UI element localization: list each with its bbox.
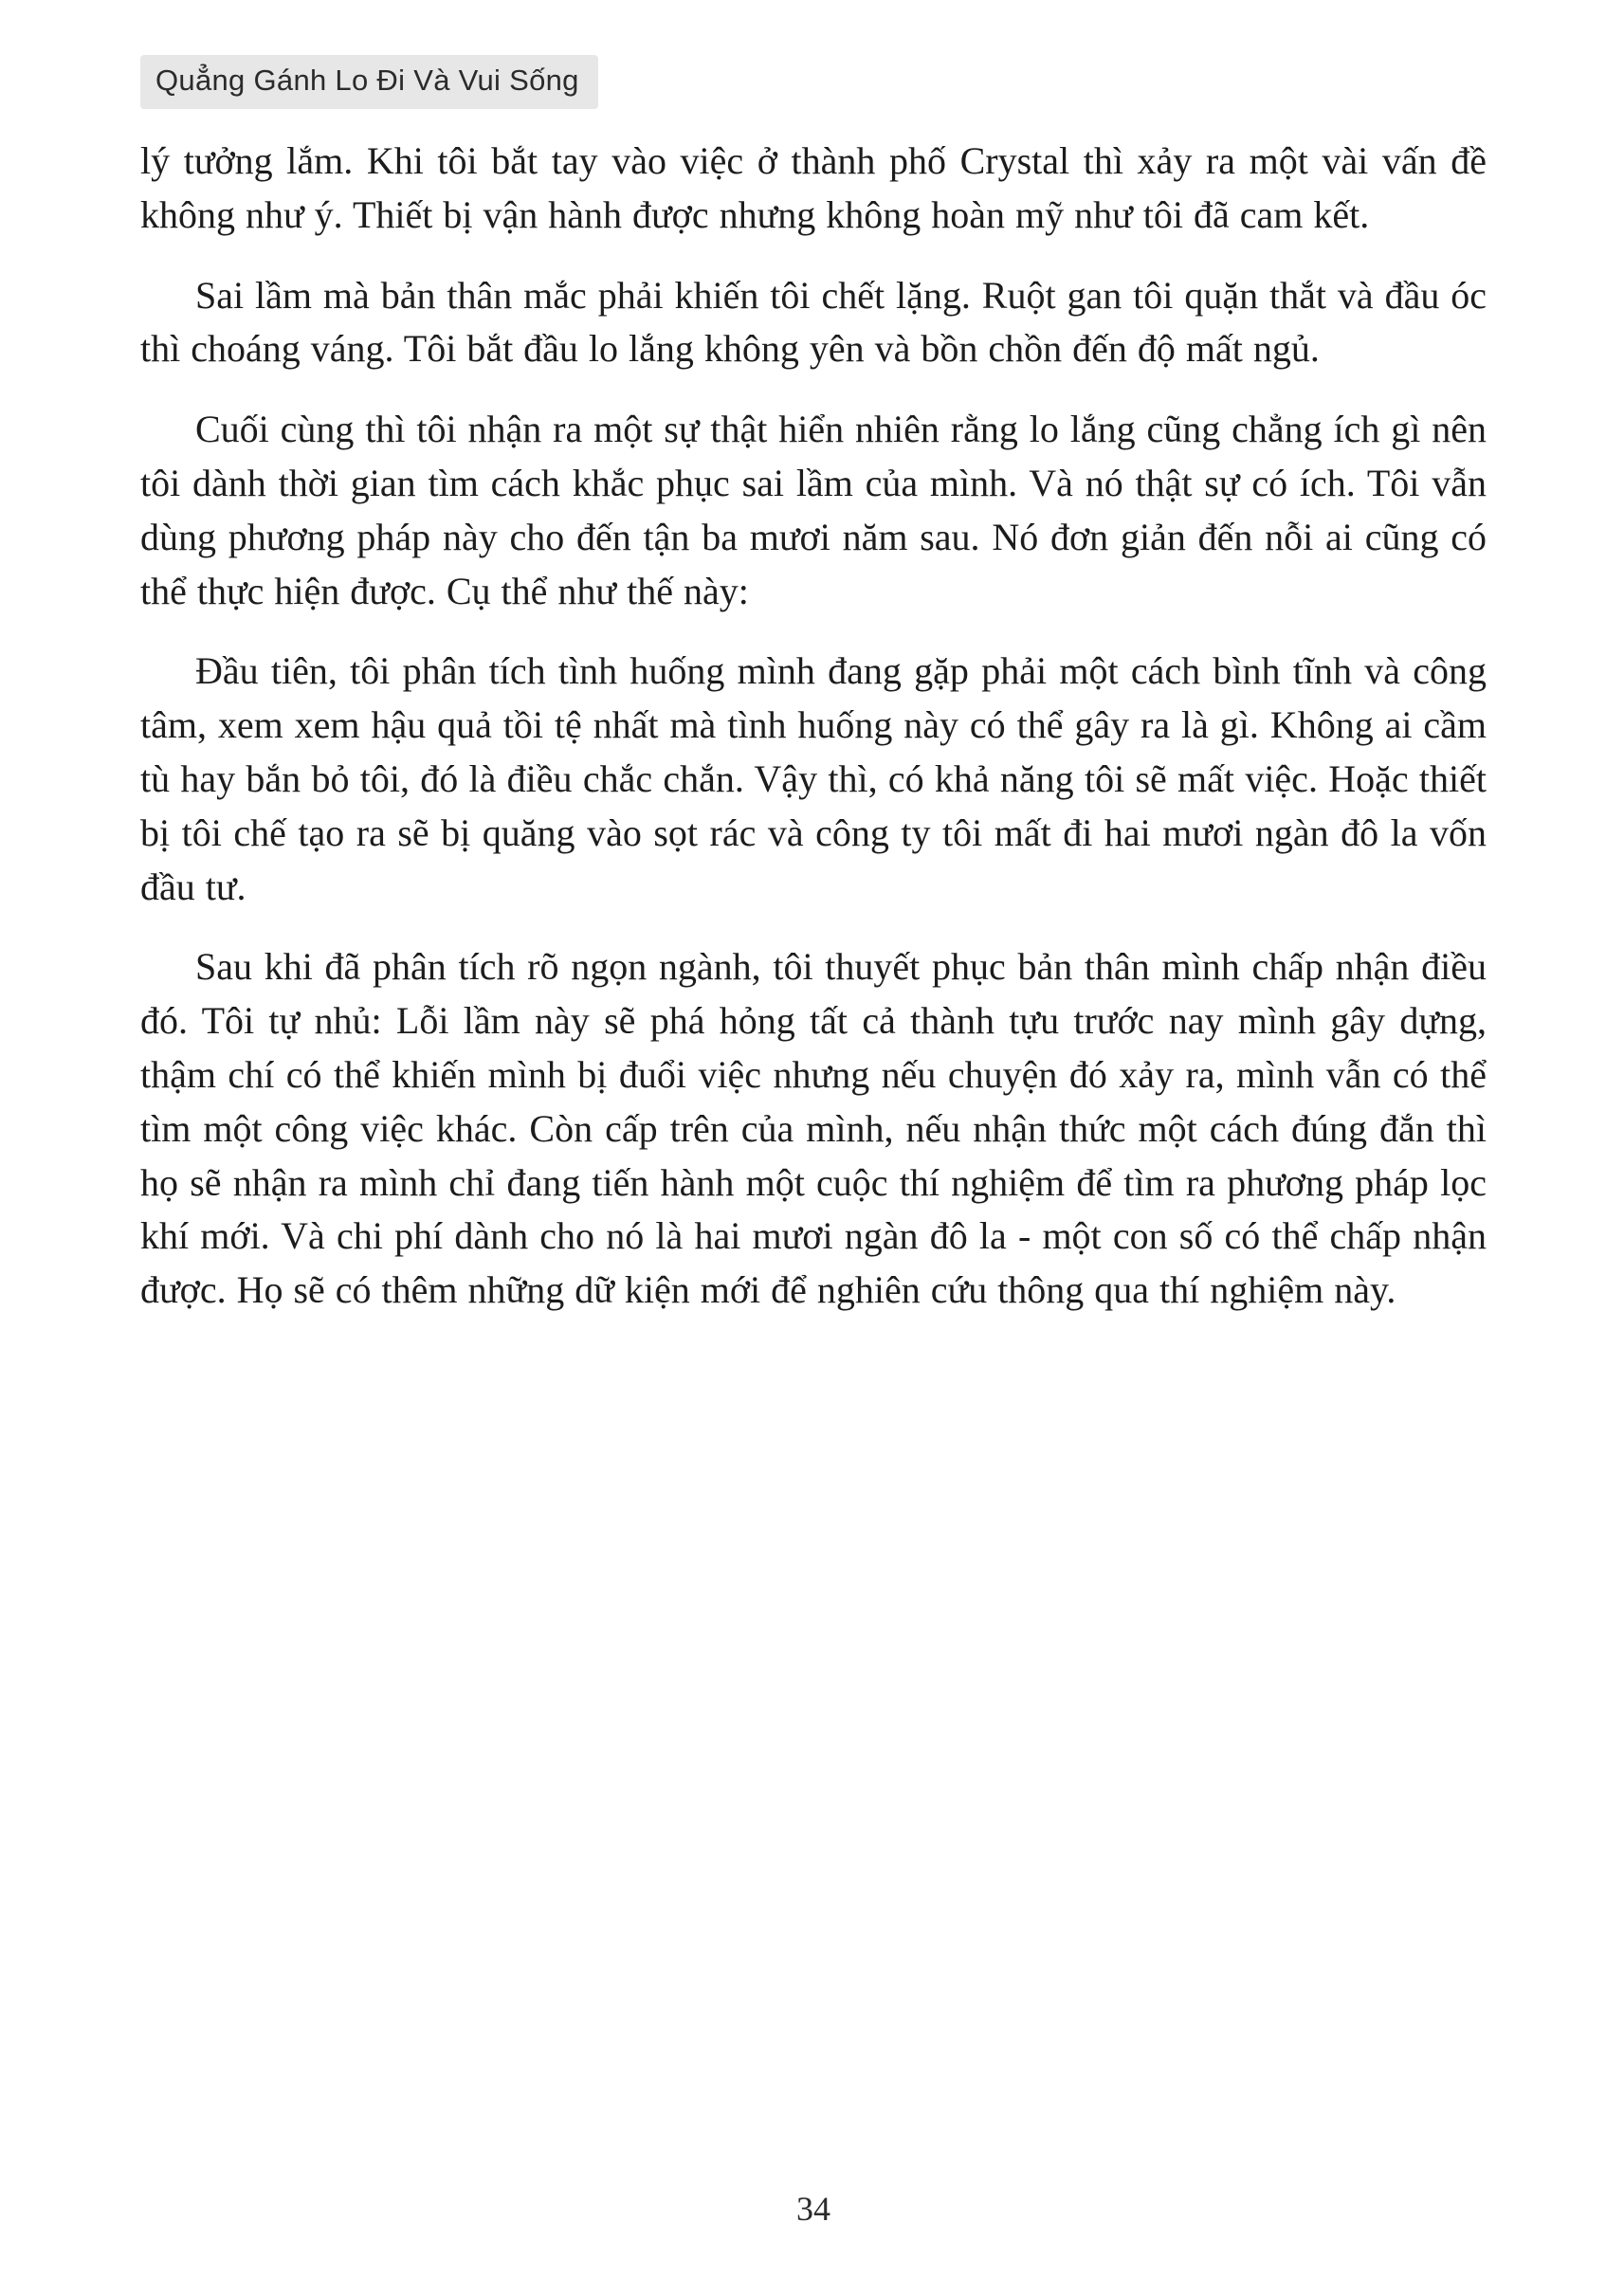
book-title: Quẳng Gánh Lo Đi Và Vui Sống (155, 64, 579, 97)
page-footer (140, 2189, 1487, 2229)
paragraph: lý tưởng lắm. Khi tôi bắt tay vào việc ở thành phố Crystal thì xảy ra một vài vấn đề không như ý. Thiết bị vận hành được nhưng không hoàn mỹ như tôi đã cam kết. (140, 139, 1487, 236)
paragraph: Đầu tiên, tôi phân tích tình huống mình đang gặp phải một cách bình tĩnh và công tâm, xem xem hậu quả tồi tệ nhất mà tình huống này có thể gây ra là gì. Không ai cầm tù hay bắn bỏ tôi, đó là điều chắc chắn. Vậy thì, có khả năng tôi sẽ mất việc. Hoặc thiết bị tôi chế tạo ra sẽ bị quăng vào sọt rác và công ty tôi mất đi hai mươi ngàn đô la vốn đầu tư. (140, 649, 1487, 908)
paragraph: Sai lầm mà bản thân mắc phải khiến tôi chết lặng. Ruột gan tôi quặn thắt và đầu óc thì choáng váng. Tôi bắt đầu lo lắng không yên và bồn chồn đến độ mất ngủ. (140, 273, 1487, 371)
paragraph: Cuối cùng thì tôi nhận ra một sự thật hiển nhiên rằng lo lắng cũng chẳng ích gì nên tôi dành thời gian tìm cách khắc phục sai lầm của mình. Và nó thật sự có ích. Tôi vẫn dùng phương pháp này cho đến tận ba mươi năm sau. Nó đơn giản đến nỗi ai cũng có thể thực hiện được. Cụ thể như thế này: (140, 408, 1487, 612)
paragraph: Sau khi đã phân tích rõ ngọn ngành, tôi thuyết phục bản thân mình chấp nhận điều đó. Tôi tự nhủ: Lỗi lầm này sẽ phá hỏng tất cả thành tựu trước nay mình gây dựng, thậm chí có thể khiến mình bị đuổi việc nhưng nếu chuyện đó xảy ra, mình vẫn có thể tìm một công việc khác. Còn cấp trên của mình, nếu nhận thức một cách đúng đắn thì họ sẽ nhận ra mình chỉ đang tiến hành một cuộc thí nghiệm để tìm ra phương pháp lọc khí mới. Và chi phí dành cho nó là hai mươi ngàn đô la - một con số có thể chấp nhận được. Họ sẽ có thêm những dữ kiện mới để nghiên cứu thông qua thí nghiệm này. (140, 945, 1487, 1312)
page-content (140, 135, 1487, 1344)
running-header (140, 55, 598, 109)
page-number: 34 (796, 2190, 830, 2228)
